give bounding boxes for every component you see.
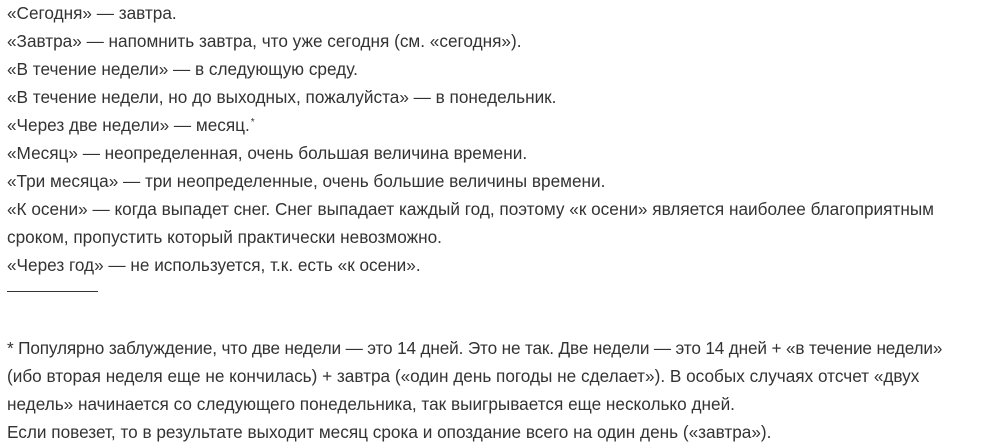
definition-line-three-months: «Три месяца» — три неопределенные, очень большие величины времени.	[7, 171, 606, 191]
footnote-line: (ибо вторая неделя еще не кончилась) + завтра («один день погоды не сделает»). В особых случаях отсчет «двух	[7, 366, 920, 386]
definition-line-by-autumn-continued: сроком, пропустить который практически невозможно.	[7, 227, 442, 247]
footnote-marker: *	[250, 117, 255, 128]
document-body	[7, 0, 997, 446]
definition-line-by-autumn: «К осени» — когда выпадет снег. Снег выпадает каждый год, поэтому «к осени» является наиболее благоприятным	[7, 199, 935, 219]
definition-line-month: «Месяц» — неопределенная, очень большая величина времени.	[7, 143, 528, 163]
footnote	[7, 334, 997, 446]
definition-line-tomorrow: «Завтра» — напомнить завтра, что уже сегодня (см. «сегодня»).	[7, 31, 522, 51]
footnote-separator	[7, 291, 98, 292]
definition-line-in-a-year: «Через год» — не используется, т.к. есть «к осени».	[7, 255, 421, 275]
definition-line-two-weeks	[7, 111, 997, 139]
footnote-line: недель» начинается со следующего понедельника, так выигрывается еще несколько дней.	[7, 394, 735, 414]
definition-text-two-weeks: «Через две недели» — месяц.	[7, 115, 250, 135]
definition-line-today: «Сегодня» — завтра.	[7, 3, 177, 23]
definition-line-within-week-before-weekend: «В течение недели, но до выходных, пожалуйста» — в понедельник.	[7, 87, 557, 107]
definition-line-within-week: «В течение недели» — в следующую среду.	[7, 59, 358, 79]
footnote-line: Если повезет, то в результате выходит месяц срока и опоздание всего на один день («завтра»).	[7, 422, 772, 442]
definitions-list	[7, 0, 997, 279]
footnote-line: * Популярно заблуждение, что две недели — это 14 дней. Это не так. Две недели — это 14 дней + «в течение недели»	[7, 338, 943, 358]
